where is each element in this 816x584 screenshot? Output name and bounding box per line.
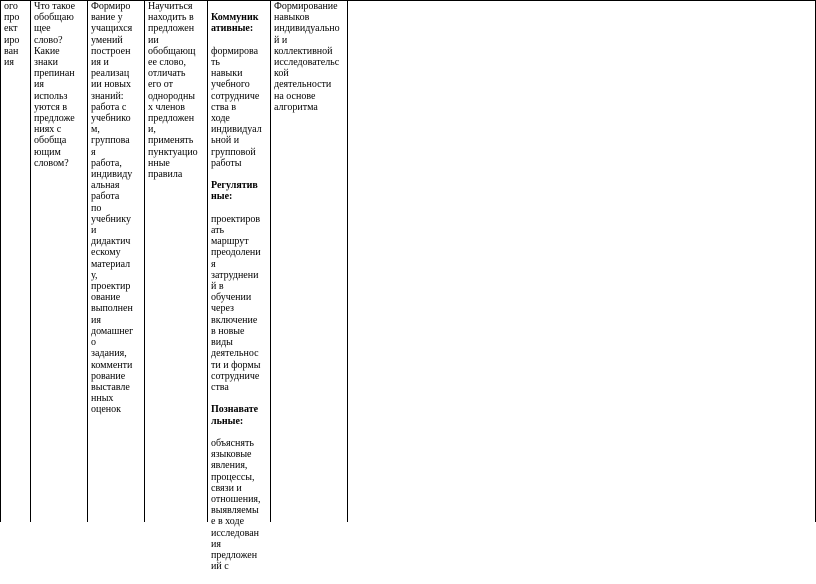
cell-activity-forms: Формиро вание у учащихся умений построен ия и реализац ии новых знаний: работа с учебнико м, группова я работа, индивиду альная работа по учебнику и дидактич ескому материал у, проектир ование выполнен ия домашнег о задания, комменти рование выставле нных оценок [91, 1, 134, 416]
cell-empty [351, 1, 811, 522]
column-divider-6 [347, 0, 348, 522]
cell-stage-name: ого про ект иро ван ия [4, 1, 20, 69]
cell-problem-questions: Что такое обобщаю щее слово? Какие знаки препинан ия использ уются в предложе ниях с обобща ющим словом? [34, 1, 76, 169]
communicative-heading: Коммуник ативные: [211, 12, 259, 35]
table-border-left [0, 0, 1, 522]
cognitive-text: объяснять языковые явления, процессы, связи и отношения, выявляемы е в ходе исследован ия предложен ий с [211, 437, 261, 573]
column-divider-4 [207, 0, 208, 522]
regulative-text: проектиров ать маршрут преодолени я затруднени й в обучении через включение в новые виды деятельнос ти и формы сотрудниче ства [211, 213, 261, 393]
regulative-heading: Регулятив ные: [211, 180, 258, 203]
cell-subject-results: Научиться находить в предложен ии обобщающ ее слово, отличать его от однородны х членов предложен и, применять пунктуацио нные правила [148, 1, 198, 181]
cognitive-heading: Познавате льные: [211, 404, 259, 427]
column-divider-3 [144, 0, 145, 522]
column-divider-2 [87, 0, 88, 522]
column-divider-5 [270, 0, 271, 522]
column-divider-1 [30, 0, 31, 522]
cell-personal-results: Формирование навыков индивидуально й и коллективной исследовательс кой деятельности на основе алгоритма [274, 1, 340, 113]
communicative-text: формирова ть навыки учебного сотрудниче ства в ходе индивидуал ьной и групповой работы [211, 45, 262, 169]
cell-metasubject-results [211, 1, 269, 573]
